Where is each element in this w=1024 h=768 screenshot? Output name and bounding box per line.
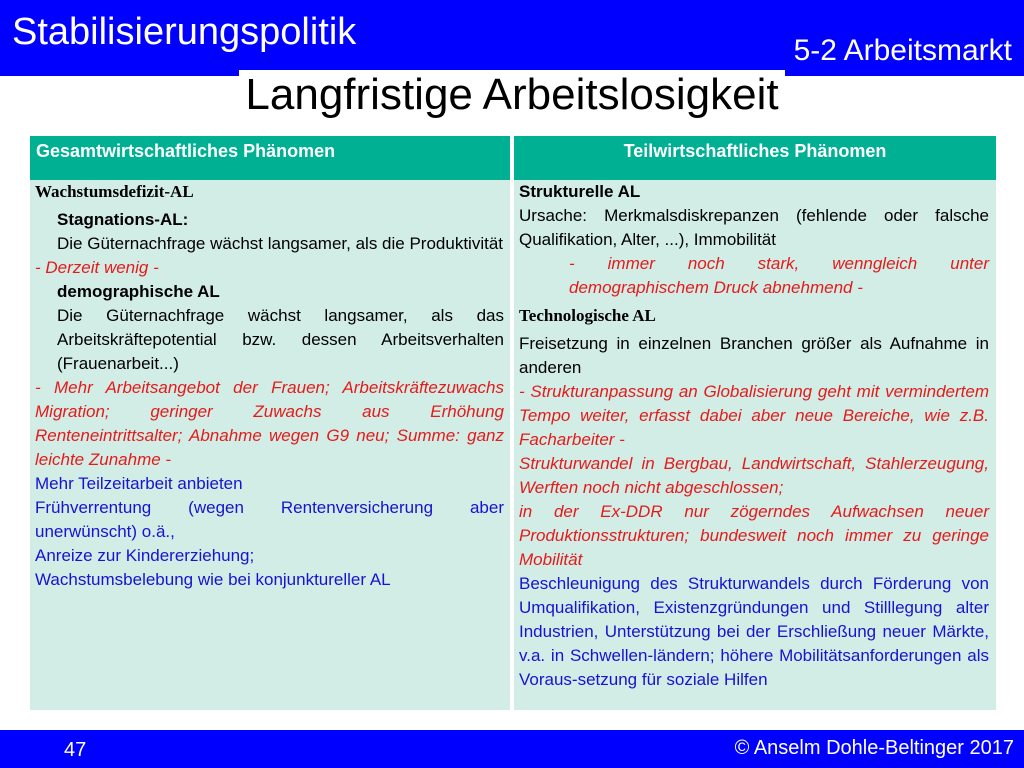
column-header-left: Gesamtwirtschaftliches Phänomen bbox=[30, 136, 510, 180]
page-number: 47 bbox=[64, 739, 87, 761]
slide-title: Langfristige Arbeitslosigkeit bbox=[239, 70, 784, 119]
table-cell-left bbox=[30, 180, 510, 710]
note-globalization: - Strukturanpassung an Globalisierung geht mit vermindertem Tempo weiter, erfasst dabei aber neue Bereiche, wie z.B. Facharbeiter - bbox=[519, 382, 989, 449]
heading-technological: Technologische AL bbox=[519, 306, 656, 325]
text-demographic: Die Güternachfrage wächst langsamer, als das Arbeitskräftepotential bzw. dessen Arbeitsverhalten (Frauenarbeit...) bbox=[57, 306, 504, 373]
measure-teilzeit: Mehr Teilzeitarbeit anbieten bbox=[35, 474, 243, 493]
text-stagnation: Die Güternachfrage wächst langsamer, als die Produktivität bbox=[57, 234, 504, 253]
heading-stagnation: Stagnations-AL: bbox=[57, 210, 189, 229]
note-strukturwandel: Strukturwandel in Bergbau, Landwirtschaft, Stahlerzeugung, Werften noch nicht abgeschlossen; bbox=[519, 454, 989, 497]
note-stagnation: - Derzeit wenig - bbox=[35, 258, 159, 277]
heading-wachstumsdefizit: Wachstumsdefizit-AL bbox=[35, 182, 194, 201]
column-header-right: Teilwirtschaftliches Phänomen bbox=[514, 136, 996, 180]
measure-fruehverrentung: Frühverrentung (wegen Rentenversicherung aber unerwünscht) o.ä., bbox=[35, 498, 504, 541]
header-bar bbox=[0, 0, 1024, 76]
text-structural-cause: Ursache: Merkmalsdiskrepanzen (fehlende oder falsche Qualifikation, Alter, ...), Immobilität bbox=[519, 206, 989, 249]
chapter-label: 5-2 Arbeitsmarkt bbox=[793, 34, 1012, 67]
table-cell-right bbox=[514, 180, 996, 710]
note-structural: - immer noch stark, wenngleich unter demographischem Druck abnehmend - bbox=[569, 254, 989, 297]
text-technological: Freisetzung in einzelnen Branchen größer als Aufnahme in anderen bbox=[519, 334, 989, 377]
heading-structural: Strukturelle AL bbox=[519, 182, 641, 201]
measure-structural: Beschleunigung des Strukturwandels durch Förderung von Umqualifikation, Existenzgründungen und Stilllegung alter Industrien, Unterstützung bei der Erschließung neuer Märkte, v.a. in Schwellen-ländern; höhere Mobilitätsanforderungen als Voraus-setzung für soziale Hilfen bbox=[519, 574, 989, 689]
footer-bar bbox=[0, 730, 1024, 768]
copyright: © Anselm Dohle-Beltinger 2017 bbox=[734, 737, 1014, 759]
measure-wachstum: Wachstumsbelebung wie bei konjunktureller AL bbox=[35, 570, 391, 589]
header-title: Stabilisierungspolitik bbox=[12, 11, 357, 53]
note-ex-ddr: in der Ex-DDR nur zögerndes Aufwachsen neuer Produktionsstrukturen; bundesweit noch immer zu geringe Mobilität bbox=[519, 502, 989, 569]
measure-kindererziehung: Anreize zur Kindererziehung; bbox=[35, 546, 255, 565]
slide-title-wrap bbox=[0, 68, 1024, 122]
note-demographic: - Mehr Arbeitsangebot der Frauen; Arbeitskräftezuwachs Migration; geringer Zuwachs aus Erhöhung Renteneintrittsalter; Abnahme wegen G9 neu; Summe: ganz leichte Zunahme - bbox=[35, 378, 504, 469]
comparison-table bbox=[30, 130, 996, 710]
heading-demographic: demographische AL bbox=[57, 282, 220, 301]
